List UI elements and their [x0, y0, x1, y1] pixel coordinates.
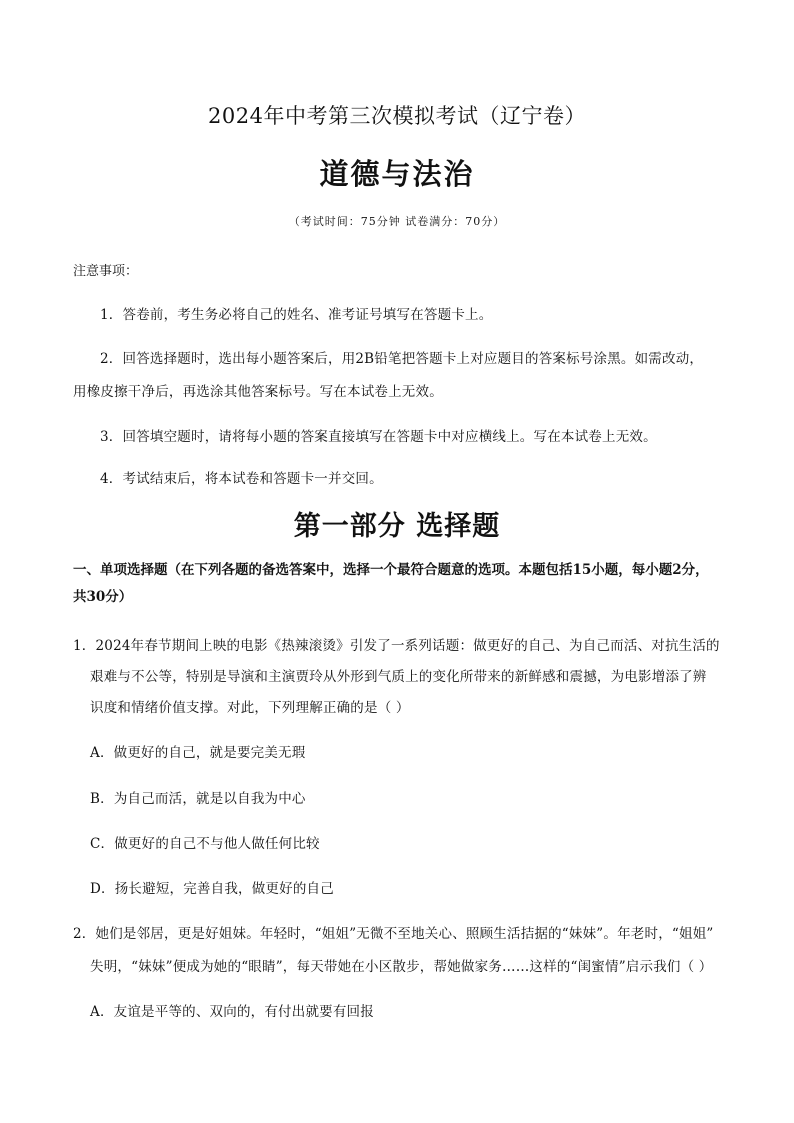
exam-title: 2024年中考第三次模拟考试（辽宁卷） [208, 104, 586, 128]
question-2-option-a: A．友谊是平等的、双向的，有付出就要有回报 [90, 1004, 374, 1020]
note-item-1: 1．答卷前，考生务必将自己的姓名、准考证号填写在答题卡上。 [100, 307, 493, 323]
question-1-stem-cont: 艰难与不公等，特别是导演和主演贾玲从外形到气质上的变化所带来的新鲜感和震撼，为电影增添了辨 [90, 669, 707, 685]
question-2-stem: 2．她们是邻居，更是好姐妹。年轻时，“姐姐”无微不至地关心、照顾生活拮据的“妹妹”。年老时，“姐姐” [73, 926, 714, 942]
notes-heading: 注意事项： [73, 264, 139, 279]
subject-title: 道德与法治 [319, 157, 475, 191]
part-title: 第一部分 选择题 [293, 511, 501, 542]
section-heading: 一、单项选择题（在下列各题的备选答案中，选择一个最符合题意的选项。本题包括15小题，每小题2分， [73, 562, 709, 578]
question-1-option-d: D．扬长避短，完善自我，做更好的自己 [90, 881, 334, 897]
note-item-3: 3．回答填空题时，请将每小题的答案直接填写在答题卡中对应横线上。写在本试卷上无效。 [100, 429, 657, 445]
note-item-4: 4．考试结束后，将本试卷和答题卡一并交回。 [100, 471, 383, 487]
section-heading-cont: 共30分） [73, 589, 133, 605]
question-1-stem-cont: 识度和情绪价值支撑。对此，下列理解正确的是（ ） [90, 700, 410, 716]
note-item-2-cont: 用橡皮擦干净后，再选涂其他答案标号。写在本试卷上无效。 [73, 384, 443, 400]
note-item-2: 2．回答选择题时，选出每小题答案后，用2B铅笔把答题卡上对应题目的答案标号涂黑。如需改动， [100, 351, 704, 367]
exam-info: （考试时间：75分钟 试卷满分：70分） [288, 215, 506, 228]
question-1-stem: 1．2024年春节期间上映的电影《热辣滚烫》引发了一系列话题：做更好的自己、为自己而活、对抗生活的 [73, 638, 720, 654]
question-1-option-c: C．做更好的自己不与他人做任何比较 [90, 836, 320, 852]
question-2-stem-cont: 失明，“妹妹”便成为她的“眼睛”，每天带她在小区散步，帮她做家务……这样的“闺蜜情”启示我们（ ） [90, 959, 713, 975]
question-1-option-b: B．为自己而活，就是以自我为中心 [90, 791, 306, 807]
question-1-option-a: A．做更好的自己，就是要完美无瑕 [90, 745, 306, 761]
